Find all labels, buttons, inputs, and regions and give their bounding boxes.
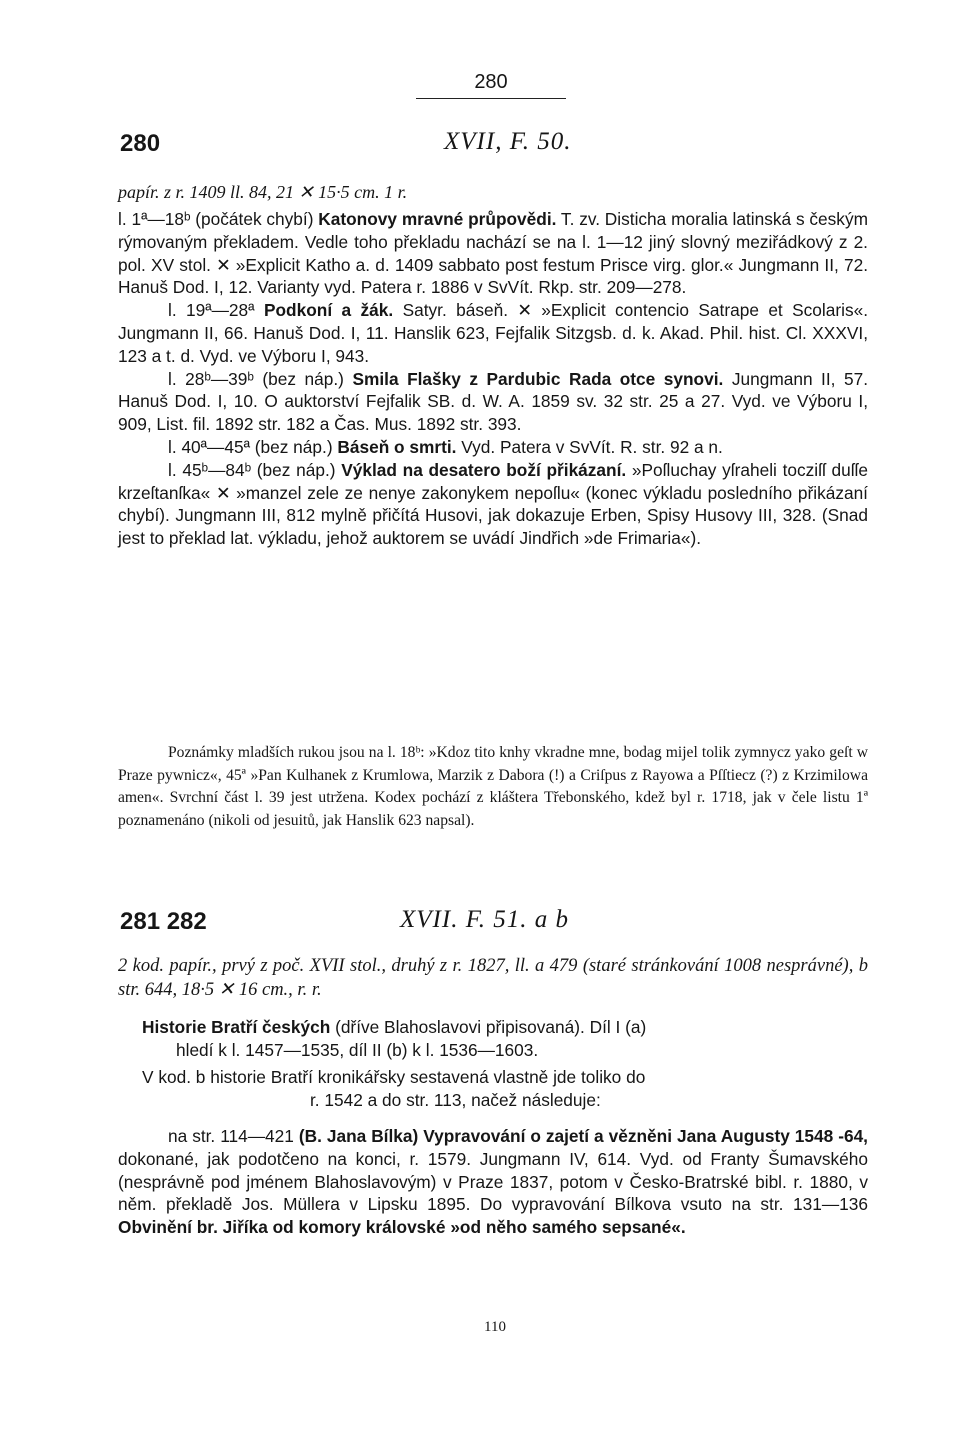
work-title: (B. Jana Bílka) Vypravování o zajetí a vězněni Jana Augusty 1548 -64, xyxy=(298,1126,868,1146)
work-title: Báseň o smrti. xyxy=(337,436,457,457)
entry-number: 281 282 xyxy=(120,908,207,935)
entry-number: 280 xyxy=(120,130,161,157)
entry-280-contents xyxy=(118,208,868,550)
bilek-paragraph: na str. 114—421 (B. Jana Bílka) Vypravování o zajetí a vězněni Jana Augusty 1548 -64, dokonané, jak podotčeno na konci, r. 1579. Jungmann IV, 614. Vyd. od Franty Šumavského (nesprávně pod jménem Blahoslavovým) v Praze 1837, potom v Česko-Bratrské bibl. r. 1880, v něm. překladě Jos. Müllera v Lipsku 1895. Do vypravování Bílkova vsuto na str. 131—136 Obvinění br. Jiříka od komory královské »od něho samého sepsané«. xyxy=(118,1126,868,1238)
running-header-page-number: 280 xyxy=(474,71,508,93)
content-item: l. 19ª—28ª Podkoní a žák. Satyr. báseň. ✕ »Explicit contencio Satrape et Scolaris«. Jungmann II, 66. Hanuš Dod. I, 11. Hanslik 623, Fejfalik Sitzgsb. d. k. Akad. Phil. hist. Cl. XXXVI, 123 a t. d. Vyd. ve Výboru I, 943. xyxy=(118,300,869,366)
work-title: Smila Flašky z Pardubic Rada otce synovi. xyxy=(352,368,724,389)
work-title: Podkoní a žák. xyxy=(263,300,394,321)
content-item: l. 28ᵇ—39ᵇ (bez náp.) Smila Flašky z Pardubic Rada otce synovi. Jungmann II, 57. Hanuš Dod. I, 10. O auktorství Fejfalik SB. d. W. A. 1859 sv. 32 str. 25 a 27. Vyd. ve Výboru I, 909, List. fil. 1892 str. 182 a Čas. Mus. 1892 str. 393. xyxy=(118,368,868,435)
historie-paragraph: Historie Bratří českých (dříve Blahoslavovi připisovaná). Díl I (a) hledí k l. 1457—1535, díl II (b) k l. 1536—1603. xyxy=(142,1017,647,1060)
content-item: l. 45ᵇ—84ᵇ (bez náp.) Výklad na desatero boží přikázaní. »Poſluchay yſraheli tocziſſ duſſe krzeſtanſka« ✕ »manzel zele ze nenye zakonykem nepoſlu« (konec výkladu posledního přikázaní chybí). Jungmann III, 812 mylně přičítá Husovi, jak dokazuje Erben, Spisy Husovy III, 328. (Snad jest to překlad lat. výkladu, jehož auktorem se uvádí Jindřich »de Frimaria«). xyxy=(118,459,869,549)
marginal-notes-paragraph: Poznámky mladších rukou jsou na l. 18ᵇ: »Kdoz tito knhy vkradne mne, bodag mijel tolik zymnycz yako geſt w Praze pywnicz«, 45ª »Pan Kulhanek z Krumlowa, Marzik z Dabora (!) a Criſpus z Rayowa a Pſſtiecz (?) z Krzimilowa amen«. Svrchní část l. 39 jest utržena. Kodex pochází z kláštera Třebonského, kdež byl r. 1718, jak v čele listu 1ª poznamenáno (nikoli od jesuitů, jak Hanslik 623 napsal). xyxy=(118,744,868,829)
footer-page-number: 110 xyxy=(484,1319,506,1335)
work-title: Historie Bratří českých xyxy=(142,1017,331,1037)
work-title: Obvinění br. Jiříka od komory královské »od něho samého sepsané«. xyxy=(118,1217,686,1238)
header-rule xyxy=(416,98,566,99)
entry-280-heading xyxy=(120,128,840,168)
shelf-signature: XVII, F. 50. xyxy=(444,128,572,155)
content-item: l. 40ª—45ª (bez náp.) Báseň o smrti. Vyd. Patera v SvVít. R. str. 92 a n. xyxy=(168,436,723,457)
entry-281-282-heading xyxy=(120,906,840,946)
shelf-signature: XVII. F. 51. a b xyxy=(400,906,569,933)
work-title: Výklad na desatero boží přikázaní. xyxy=(341,459,627,480)
physical-description: papír. z r. 1409 ll. 84, 21 ✕ 15·5 cm. 1 r. xyxy=(118,182,408,202)
physical-description: 2 kod. papír., prvý z poč. XVII stol., druhý z r. 1827, ll. a 479 (staré stránkování 1008 nesprávné), b str. 644, 18·5 ✕ 16 cm., r. r. xyxy=(118,956,868,1000)
codex-b-paragraph: V kod. b historie Bratří kronikářsky sestavená vlastně jde toliko do r. 1542 a do str. 113, načež následuje: xyxy=(142,1067,646,1110)
content-item: l. 1ª—18ᵇ (počátek chybí) Katonovy mravné průpovědi. T. zv. Disticha moralia latinská s českým rýmovaným překladem. Vedle toho překladu nachází se na l. 1—12 jiný slovný meziřádkový z 2. pol. XV stol. ✕ »Explicit Katho a. d. 1409 sabbato post festum Prisce virg. glor.« Jungmann II, 72. Hanuš Dod. I, 12. Varianty vyd. Patera r. 1886 v SvVít. Rkp. str. 209—278. xyxy=(118,209,868,298)
work-title: Katonovy mravné průpovědi. xyxy=(318,209,557,229)
